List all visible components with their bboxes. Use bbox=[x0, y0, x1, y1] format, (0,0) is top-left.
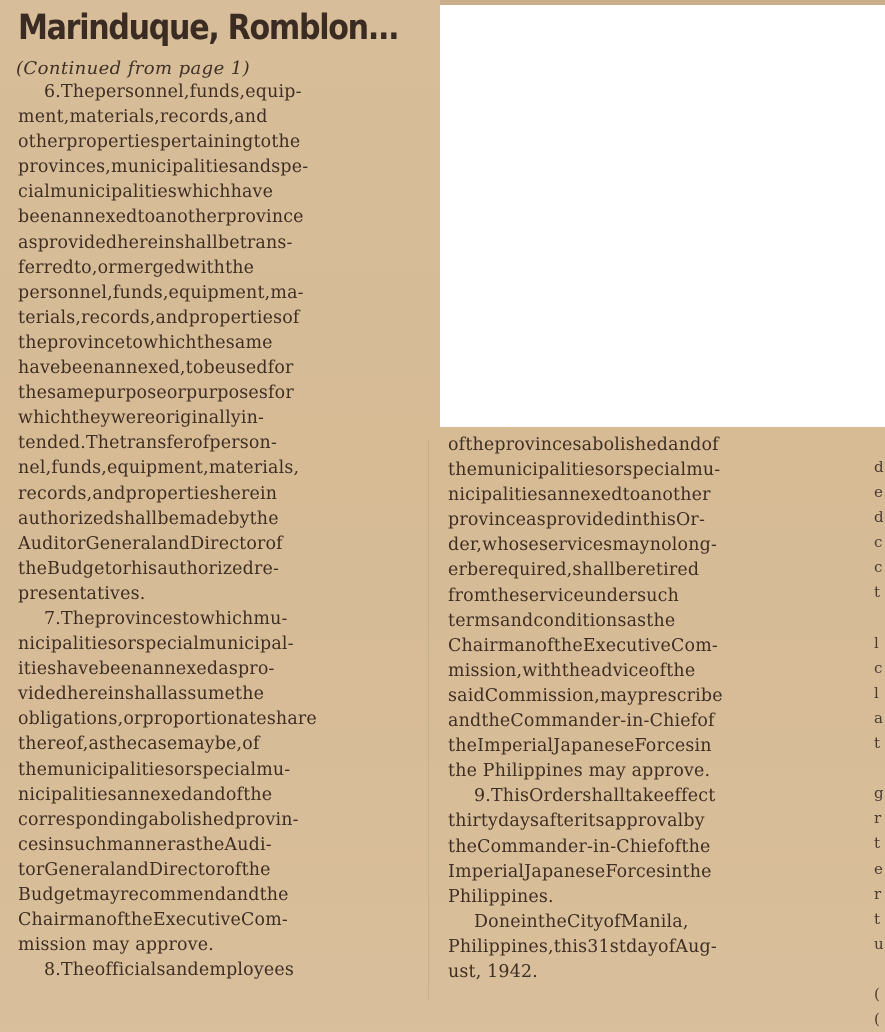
text-line: andtheCommander-in-Chiefof bbox=[448, 711, 715, 732]
text-line: correspondingabolishedprovin- bbox=[18, 809, 299, 830]
edge-letter: t bbox=[874, 583, 881, 602]
edge-letter: e bbox=[874, 859, 883, 878]
edge-letter: ( bbox=[874, 984, 880, 1003]
cropped-adjacent-column bbox=[874, 455, 885, 1032]
edge-letter: u bbox=[874, 934, 884, 953]
text-line: mission may approve. bbox=[18, 935, 214, 956]
text-line: 6.Thepersonnel,funds,equip- bbox=[44, 82, 302, 102]
edge-letter: t bbox=[874, 834, 881, 853]
edge-letter: ( bbox=[874, 1010, 880, 1029]
column-gutter bbox=[428, 440, 429, 1000]
edge-letter bbox=[874, 756, 885, 781]
text-line: beenannexedtoanotherprovince bbox=[18, 207, 304, 228]
edge-letter: t bbox=[874, 734, 881, 753]
text-line: theprovincetowhichthesame bbox=[18, 332, 273, 353]
text-line: AuditorGeneralandDirectorof bbox=[18, 533, 283, 554]
text-line: ust, 1942. bbox=[448, 961, 538, 982]
text-line: 9.ThisOrdershalltakeeffect bbox=[474, 786, 716, 807]
text-line: thereof,asthecasemaybe,of bbox=[18, 734, 260, 755]
text-line: Philippines,this31stdayofAug- bbox=[448, 936, 717, 957]
text-line: Philippines. bbox=[448, 886, 554, 907]
article-headline: Marinduque, Romblon... bbox=[18, 8, 399, 48]
text-line: provinces,municipalitiesandspe- bbox=[18, 157, 309, 178]
text-line: fromtheserviceundersuch bbox=[448, 585, 679, 606]
text-line: termsandconditionsasthe bbox=[448, 610, 676, 631]
text-line: personnel,funds,equipment,ma- bbox=[18, 282, 304, 303]
edge-letter: r bbox=[874, 809, 882, 828]
edge-letter: e bbox=[874, 483, 883, 502]
text-line: themunicipalitiesorspecialmu- bbox=[18, 759, 291, 780]
text-line: ChairmanoftheExecutiveCom- bbox=[448, 635, 718, 656]
text-line: asprovidedhereinshallbetrans- bbox=[18, 232, 293, 253]
text-line: theImperialJapaneseForcesin bbox=[448, 736, 712, 757]
text-line: authorizedshallbemadebythe bbox=[18, 508, 279, 529]
text-line: itieshavebeenannexedaspro- bbox=[18, 659, 275, 680]
continued-from-note: (Continued from page 1) bbox=[16, 58, 251, 79]
edge-letter: l bbox=[874, 683, 879, 702]
text-line: der,whoseservicesmaynolong- bbox=[448, 535, 718, 556]
text-line: the Philippines may approve. bbox=[448, 761, 711, 782]
edge-letter: r bbox=[874, 884, 882, 903]
article-column-right bbox=[448, 433, 842, 985]
text-line: saidCommission,mayprescribe bbox=[448, 685, 723, 706]
article-column-left bbox=[18, 80, 412, 983]
text-line: torGeneralandDirectorofthe bbox=[18, 859, 271, 880]
text-line: nel,funds,equipment,materials, bbox=[18, 458, 300, 479]
text-line: presentatives. bbox=[18, 583, 146, 604]
text-line: nicipalitiesorspecialmunicipal- bbox=[18, 634, 294, 655]
text-line: whichtheywereoriginallyin- bbox=[18, 408, 265, 429]
text-line: mission,withtheadviceofthe bbox=[448, 660, 696, 681]
edge-letter: l bbox=[874, 633, 879, 652]
text-line: nicipalitiesannexedtoanother bbox=[448, 485, 711, 506]
text-line: theBudgetorhisauthorizedre- bbox=[18, 558, 280, 579]
text-line: provinceasprovidedinthisOr- bbox=[448, 510, 706, 531]
text-line: ChairmanoftheExecutiveCom- bbox=[18, 910, 288, 931]
edge-letter: d bbox=[874, 458, 884, 476]
text-line: ferredto,ormergedwiththe bbox=[18, 257, 255, 278]
text-line: havebeenannexed,tobeusedfor bbox=[18, 358, 294, 379]
edge-letter: c bbox=[874, 658, 883, 677]
text-line: ImperialJapaneseForcesinthe bbox=[448, 861, 712, 882]
blank-cutout-area bbox=[440, 5, 885, 427]
text-line: terials,records,andpropertiesof bbox=[18, 307, 300, 328]
text-line: otherpropertiespertainingtothe bbox=[18, 132, 301, 153]
text-line: ment,materials,records,and bbox=[18, 107, 268, 128]
text-line: obligations,orproportionateshare bbox=[18, 709, 317, 730]
edge-letter: a bbox=[874, 708, 883, 727]
text-line: videdhereinshallassumethe bbox=[18, 684, 265, 705]
text-line: Budgetmayrecommendandthe bbox=[18, 885, 289, 905]
text-line: thesamepurposeorpurposesfor bbox=[18, 383, 294, 404]
edge-letter: c bbox=[874, 558, 883, 577]
text-line: cialmunicipalitieswhichhave bbox=[18, 182, 274, 203]
edge-letter: g bbox=[874, 784, 884, 803]
text-line: thirtydaysafteritsapprovalby bbox=[448, 811, 705, 832]
text-line: 7.Theprovincestowhichmu- bbox=[44, 608, 288, 629]
edge-letter: d bbox=[874, 508, 884, 527]
text-line: tended.Thetransferofperson- bbox=[18, 433, 278, 454]
text-line: themunicipalitiesorspecialmu- bbox=[448, 460, 721, 481]
edge-letter bbox=[874, 957, 885, 982]
text-line: erberequired,shallberetired bbox=[448, 560, 700, 581]
edge-letter bbox=[874, 606, 885, 631]
text-line: nicipalitiesannexedandofthe bbox=[18, 784, 273, 805]
text-line: oftheprovincesabolishedandof bbox=[448, 435, 719, 455]
text-line: theCommander-in-Chiefofthe bbox=[448, 836, 711, 857]
edge-letter: t bbox=[874, 909, 881, 928]
text-line: 8.Theofficialsandemployees bbox=[44, 960, 294, 981]
text-line: records,andpropertiesherein bbox=[18, 483, 278, 504]
edge-letter: c bbox=[874, 533, 883, 552]
text-line: cesinsuchmannerastheAudi- bbox=[18, 834, 272, 855]
text-line: DoneintheCityofManila, bbox=[474, 911, 689, 932]
